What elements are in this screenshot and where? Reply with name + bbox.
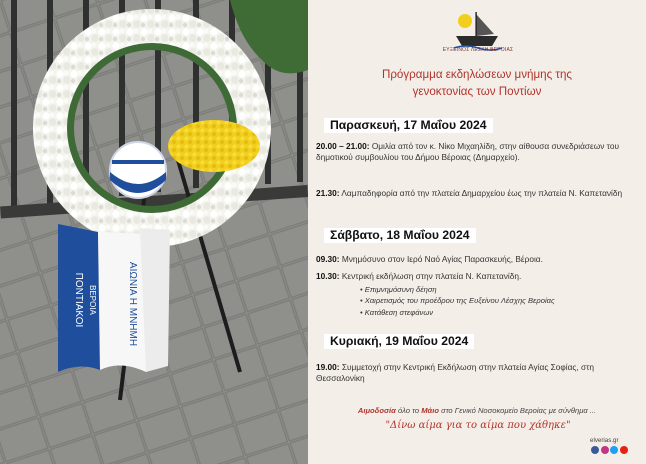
banner-text-2: ΒΕΡΟΙΑ xyxy=(88,285,97,315)
event-text: Μνημόσυνο στον Ιερό Ναό Αγίας Παρασκευής, Βέροια. xyxy=(339,254,543,264)
banner-text-1: ΠΟΝΤΙΑΚΟΙ xyxy=(73,272,84,328)
logo-text: ΕΥΞΕΙΝΟΣ ΛΕΣΧΗ ΒΕΡΟΙΑΣ xyxy=(442,47,514,53)
list-item: • Χαιρετισμός του προέδρου της Ευξείνου Λέσχης Βεροίας xyxy=(360,296,555,305)
twitter-icon[interactable] xyxy=(610,446,618,454)
title-line-1: Πρόγραμμα εκδηλώσεων μνήμης της xyxy=(381,68,573,81)
event-item xyxy=(316,271,636,282)
instagram-icon[interactable] xyxy=(601,446,609,454)
motto-text: "Δίνω αίμα για το αίμα που χάθηκε" xyxy=(385,420,571,431)
blood-label: Αιμοδοσία xyxy=(357,406,396,415)
event-text: Ομιλία από τον κ. Νίκο Μιχαηλίδη, στην αίθουσα συνεδριάσεων του δημοτικού συμβουλίου του Δήμου Βέροιας (Δημαρχείο). xyxy=(316,141,619,163)
event-item xyxy=(316,254,636,265)
facebook-icon[interactable] xyxy=(591,446,599,454)
day-heading-sunday: Κυριακή, 19 Μαΐου 2024 xyxy=(324,334,474,349)
event-text: Κεντρική εκδήλωση στην πλατεία Ν. Καπετανίδη. xyxy=(339,271,522,281)
page-title xyxy=(318,66,636,100)
banner-text-3: ΑΙΩΝΙΑ Η ΜΝΗΜΗ xyxy=(127,261,138,347)
event-time: 10.30: xyxy=(316,271,340,281)
day-heading-saturday: Σάββατο, 18 Μαΐου 2024 xyxy=(324,228,476,243)
wreath-photo xyxy=(0,0,308,464)
program-panel xyxy=(308,0,646,464)
event-item xyxy=(316,362,636,385)
event-time: 09.30: xyxy=(316,254,340,264)
list-item: • Επιμνημόσυνη δέηση xyxy=(360,285,437,294)
event-item xyxy=(316,188,636,199)
event-time: 21.30: xyxy=(316,188,340,198)
event-time: 19.00: xyxy=(316,362,340,372)
title-line-2: γενοκτονίας των Ποντίων xyxy=(412,85,542,98)
event-text: Λαμπαδηφορία από την πλατεία Δημαρχείου έως την πλατεία Ν. Καπετανίδη xyxy=(339,188,623,198)
event-time: 20.00 – 21.00: xyxy=(316,141,370,151)
blood-donation-note: Αιμοδοσία όλο το Μάιο στο Γενικό Νοσοκομείο Βεροίας με σύνθημα ... xyxy=(357,406,597,415)
month-label: Μάιο xyxy=(421,406,439,415)
event-text: Συμμετοχή στην Κεντρική Εκδήλωση στην πλατεία Αγίας Σοφίας, στη Θεσσαλονίκη xyxy=(316,362,595,384)
day-heading-friday: Παρασκευή, 17 Μαΐου 2024 xyxy=(324,118,493,133)
social-icons xyxy=(591,446,628,454)
wreath-image xyxy=(0,0,308,464)
website-link[interactable]: elverias.gr xyxy=(590,437,619,444)
event-item xyxy=(316,141,636,164)
youtube-icon[interactable] xyxy=(620,446,628,454)
list-item: • Κατάθεση στεφάνων xyxy=(360,308,434,317)
